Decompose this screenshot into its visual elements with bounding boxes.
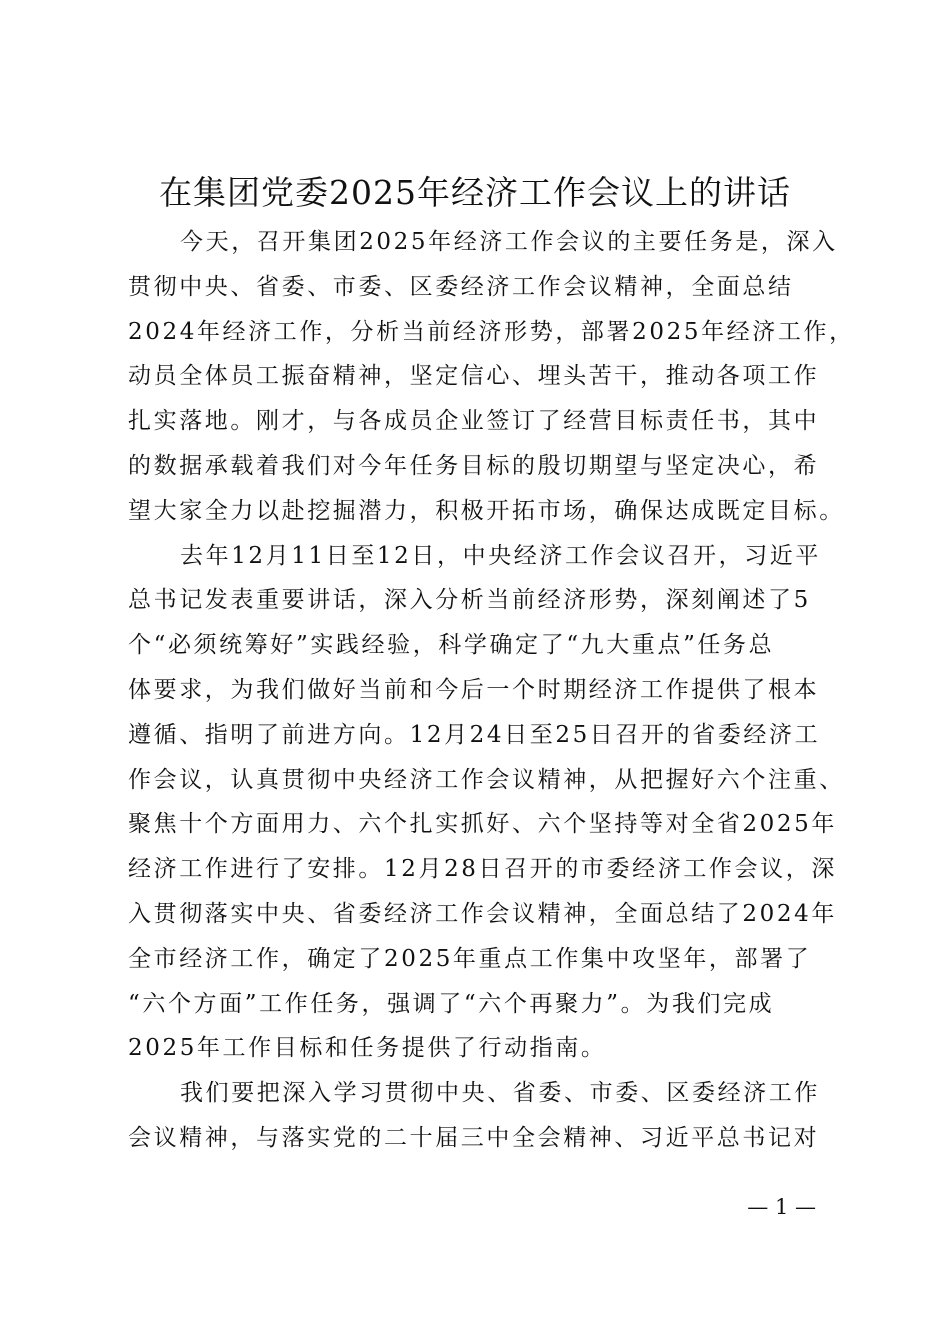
text-line: 今天，召开集团2025年经济工作会议的主要任务是，深入 [180,229,838,255]
text-line: 个“必须统筹好”实践经验，科学确定了“九大重点”任务总 [128,632,775,659]
document-title: 在集团党委2025年经济工作会议上的讲话 [159,173,791,212]
text-line: 的数据承载着我们对今年任务目标的殷切期望与坚定决心，希 [128,452,820,479]
text-line: 2025年工作目标和任务提供了行动指南。 [128,1035,607,1062]
text-line: 我们要把深入学习贯彻中央、省委、市委、区委经济工作 [180,1080,820,1107]
text-line: 入贯彻落实中央、省委经济工作会议精神，全面总结了2024年 [128,900,837,927]
text-line: 动员全体员工振奋精神，坚定信心、埋头苦干，推动各项工作 [128,363,820,390]
text-line: 2024年经济工作，分析当前经济形势，部署2025年经济工作， [128,318,855,345]
text-line: 全市经济工作，确定了2025年重点工作集中攻坚年，部署了 [128,945,812,972]
text-line: 总书记发表重要讲话，深入分析当前经济形势，深刻阐述了5 [128,587,811,614]
text-line: 经济工作进行了安排。12月28日召开的市委经济工作会议，深 [128,856,837,883]
document-body [128,220,855,1161]
page-number: — 1 — [747,1195,816,1219]
text-line: 会议精神，与落实党的二十届三中全会精神、习近平总书记对 [128,1124,820,1151]
text-line: 作会议，认真贯彻中央经济工作会议精神，从把握好六个注重、 [128,766,845,793]
text-line: “六个方面”工作任务，强调了“六个再聚力”。为我们完成 [128,990,775,1017]
paragraph-1 [128,220,855,534]
text-line: 贯彻中央、省委、市委、区委经济工作会议精神，全面总结 [128,273,794,300]
text-line: 体要求，为我们做好当前和今后一个时期经济工作提供了根本 [128,676,820,703]
text-line: 望大家全力以赴挖掘潜力，积极开拓市场，确保达成既定目标。 [128,497,845,524]
paragraph-2 [128,534,845,1072]
text-line: 扎实落地。刚才，与各成员企业签订了经营目标责任书，其中 [128,408,820,435]
text-line: 聚焦十个方面用力、六个扎实抓好、六个坚持等对全省2025年 [128,811,837,838]
text-line: 遵循、指明了前进方向。12月24日至25日召开的省委经济工 [128,721,821,748]
text-line: 去年12月11日至12日，中央经济工作会议召开，习近平 [180,542,821,569]
paragraph-3 [128,1071,828,1161]
